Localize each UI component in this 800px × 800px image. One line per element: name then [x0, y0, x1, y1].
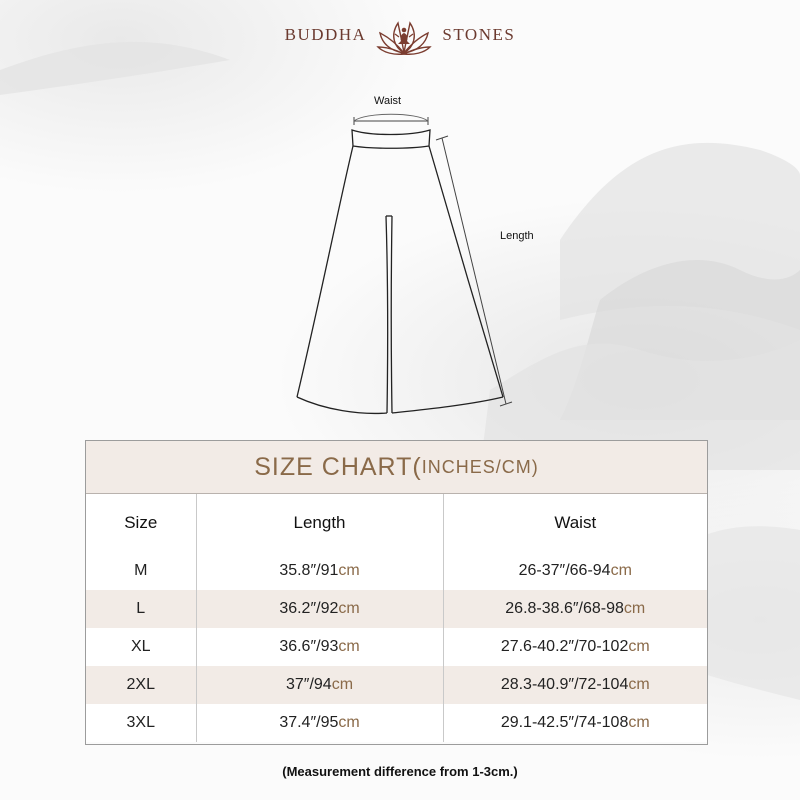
waist-cell	[443, 666, 707, 704]
waist-cell	[443, 590, 707, 628]
header-length: Length	[196, 494, 443, 552]
length-unit: cm	[338, 600, 360, 617]
length-value: 35.8″/91	[279, 562, 339, 579]
length-value: 37″/94	[285, 676, 332, 693]
waist-unit: cm	[628, 676, 650, 693]
length-cell	[196, 552, 443, 590]
table-row	[86, 666, 707, 704]
size-chart-title	[86, 441, 707, 494]
size-cell: 2XL	[86, 666, 196, 704]
size-cell: M	[86, 552, 196, 590]
waist-cell	[443, 552, 707, 590]
length-unit: cm	[338, 562, 360, 579]
size-chart-title-units: INCHES/CM)	[421, 456, 539, 477]
table-row	[86, 590, 707, 628]
length-value: 37.4″/95	[279, 714, 339, 731]
measurement-note: (Measurement difference from 1-3cm.)	[282, 764, 518, 779]
length-unit: cm	[338, 714, 360, 731]
size-cell: 3XL	[86, 704, 196, 742]
length-unit: cm	[338, 638, 360, 655]
waist-value: 27.6-40.2″/70-102	[500, 638, 629, 655]
length-label: Length	[500, 230, 534, 242]
waist-cell	[443, 704, 707, 742]
length-value: 36.2″/92	[279, 600, 339, 617]
header-size: Size	[86, 494, 196, 552]
waist-label: Waist	[374, 95, 402, 107]
size-cell: L	[86, 590, 196, 628]
header-waist: Waist	[443, 494, 707, 552]
waist-cell	[443, 628, 707, 666]
waist-value: 28.3-40.9″/72-104	[500, 676, 629, 693]
brand-name-right: STONES	[442, 25, 516, 44]
waist-unit: cm	[628, 714, 650, 731]
length-unit: cm	[331, 676, 354, 693]
length-cell	[196, 590, 443, 628]
table-row	[86, 552, 707, 590]
size-chart-table	[85, 440, 708, 745]
waist-measure-line	[354, 114, 428, 125]
size-table	[86, 494, 707, 742]
table-row	[86, 704, 707, 742]
waist-value: 26-37″/66-94	[518, 562, 611, 579]
waist-value: 26.8-38.6″/68-98	[505, 600, 624, 617]
brand-name-left: BUDDHA	[284, 25, 367, 44]
waist-unit: cm	[610, 562, 632, 579]
size-cell: XL	[86, 628, 196, 666]
length-measure-line	[436, 136, 512, 406]
length-value: 36.6″/93	[279, 638, 339, 655]
table-row	[86, 628, 707, 666]
length-cell	[196, 704, 443, 742]
length-cell	[196, 666, 443, 704]
waist-value: 29.1-42.5″/74-108	[500, 714, 629, 731]
length-cell	[196, 628, 443, 666]
waist-unit: cm	[623, 600, 646, 617]
size-chart-title-main: SIZE CHART(	[254, 452, 422, 481]
header-row	[86, 494, 707, 552]
waist-unit: cm	[628, 638, 650, 655]
